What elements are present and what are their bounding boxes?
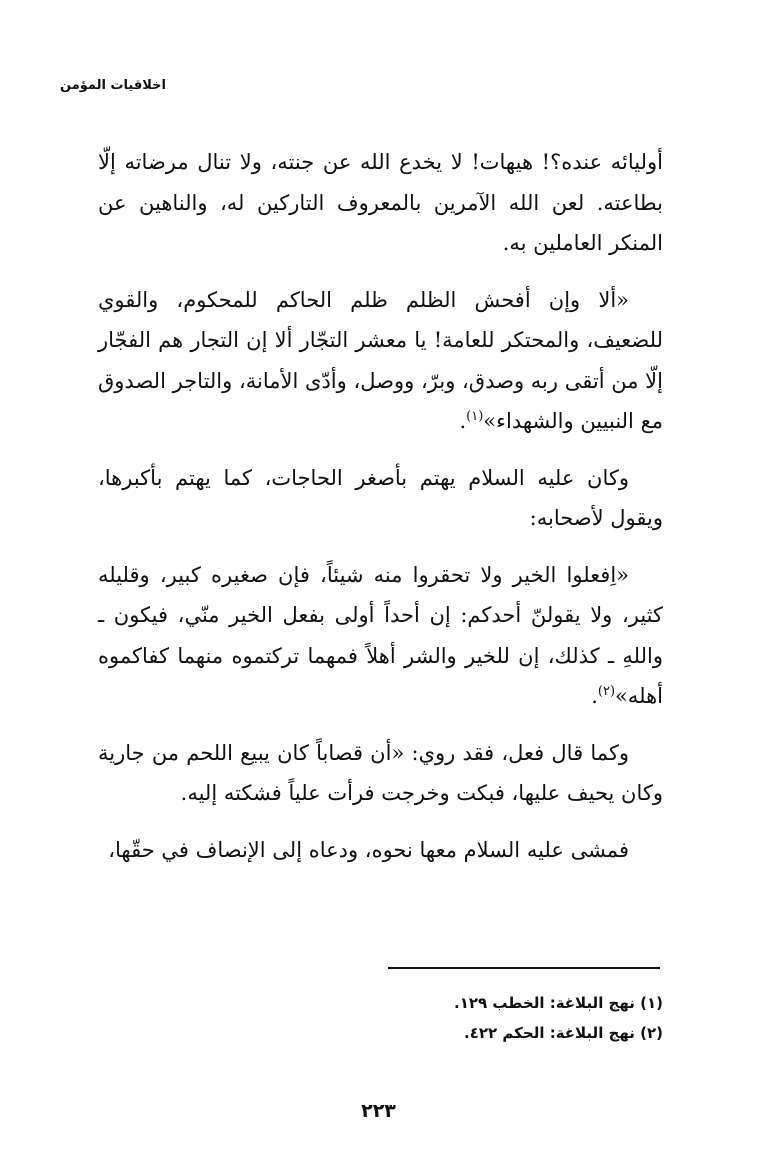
paragraph-2 xyxy=(98,280,663,442)
closing-period: . xyxy=(591,684,598,708)
page-number: ٢٢٣ xyxy=(361,1100,396,1122)
paragraph-text: أوليائه عنده؟! هيهات! لا يخدع الله عن جنته، ولا تنال مرضاته إلّا بطاعته. لعن الله الآمرين بالمعروف التاركين له، والناهين عن المنكر العاملين به. xyxy=(98,150,663,255)
paragraph-6 xyxy=(98,830,663,871)
closing-period: . xyxy=(459,409,467,433)
paragraph-5 xyxy=(98,733,663,814)
footnote-2: (٢) نهج البلاغة: الحكم ٤٢٢. xyxy=(464,1024,663,1042)
paragraph-text: «ألا وإن أفحش الظلم ظلم الحاكم للمحكوم، والقوي للضعيف، والمحتكر للعامة! يا معشر التجّار ألا إن التجار هم الفجّار إلّا من أتقى ربه وصدق، وبرّ، ووصل، وأدّى الأمانة، والتاجر الصدوق مع النبيين والشهداء» xyxy=(98,287,663,433)
paragraph-text: وكما قال فعل، فقد روي: «أن قصاباً كان يبيع اللحم من جارية وكان يحيف عليها، فبكت وخرجت فرأت علياً فشكته إليه. xyxy=(98,740,663,805)
paragraph-text: وكان عليه السلام يهتم بأصغر الحاجات، كما يهتم بأكبرها، ويقول لأصحابه: xyxy=(98,465,663,530)
paragraph-3 xyxy=(98,458,663,539)
running-title: اخلاقيات المؤمن xyxy=(60,78,166,93)
footnote-ref-1[interactable]: (١) xyxy=(466,409,484,424)
footnotes xyxy=(360,988,663,1048)
paragraph-4 xyxy=(98,555,663,717)
footnote-ref-2[interactable]: (٢) xyxy=(597,684,616,699)
footnote-divider xyxy=(388,967,660,969)
paragraph-text: «اِفعلوا الخير ولا تحقروا منه شيئاً، فإن صغيره كبير، وقليله كثير، ولا يقولنّ أحدكم: إن أحداً أولى بفعل الخير منّي، فيكون ـ واللهِ ـ كذلك، إن للخير والشر أهلاً فمهما تركتموه منهما كفاكموه أهله» xyxy=(98,562,663,708)
paragraph-text: فمشى عليه السلام معها نحوه، ودعاه إلى الإنصاف في حقّها، xyxy=(108,837,629,862)
paragraph-1 xyxy=(98,142,663,264)
footnote-1: (١) نهج البلاغة: الخطب ١٢٩. xyxy=(454,994,663,1012)
main-text xyxy=(98,142,663,870)
